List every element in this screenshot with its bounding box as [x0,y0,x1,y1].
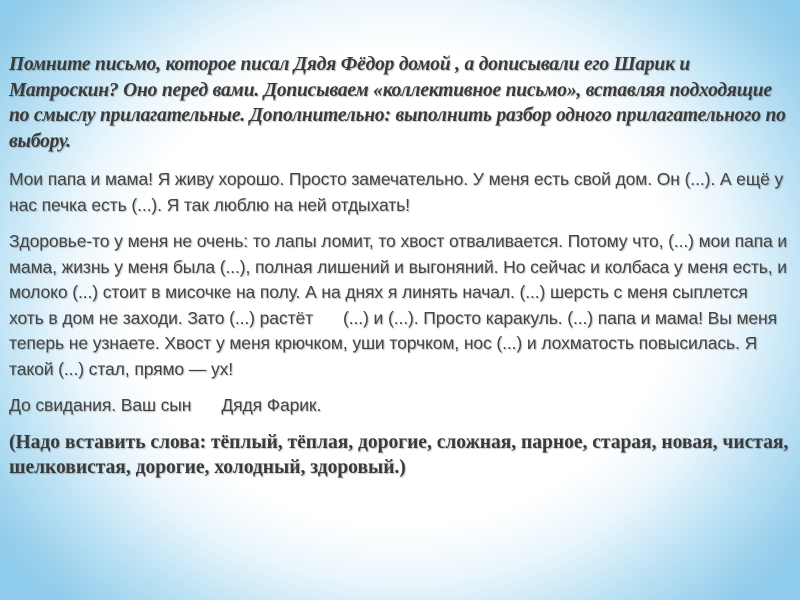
task-instructions: Помните письмо, которое писал Дядя Фёдор домой , а дописывали его Шарик и Матроскин? Оно перед вами. Дописываем «коллективное письмо», вставляя подходящие по смыслу прилагательные. Дополнительно: выполнить разбор одного прилагательного по выбору. [9,54,786,152]
slide-content [9,52,795,492]
signature-name: Дядя Фарик. [221,395,322,415]
letter-paragraph-1: Мои папа и мама! Я живу хорошо. Просто замечательно. У меня есть свой дом. Он (...). А ещё у нас печка есть (...). Я так люблю на ней отдыхать! [9,169,784,215]
letter-paragraph-2-part-1: Здоровье-то у меня не очень: то лапы ломит, то хвост отваливается. Потому что, (...) мои папа и мама, жизнь у меня была (...), полная лишений и выгоняний. Но сейчас и колбаса у меня есть, и молоко (...) стоит в мисочке на полу. А на днях я линять начал. (...) шерсть с меня сыплется [9,231,788,302]
letter-paragraph-2 [9,229,795,382]
words-to-insert: (Надо вставить слова: тёплый, тёплая, дорогие, сложная, парное, старая, новая, чистая, шелковистая, дорогие, холодный, здоровый.) [9,431,789,478]
letter-paragraph-2-part-3: (...) и (...). Просто каракуль. (...) папа и мама! Вы меня теперь не узнаете. Хвост у меня крючком, уши торчком, нос (...) и лохматость повысилась. Я такой (...) стал, прямо — ух! [9,307,777,379]
letter-signature [9,393,795,419]
signature-farewell: До свидания. Ваш сын [9,395,192,415]
letter-paragraph-2-part-2: хоть в дом не заходи. Зато (...) растёт [9,307,314,328]
